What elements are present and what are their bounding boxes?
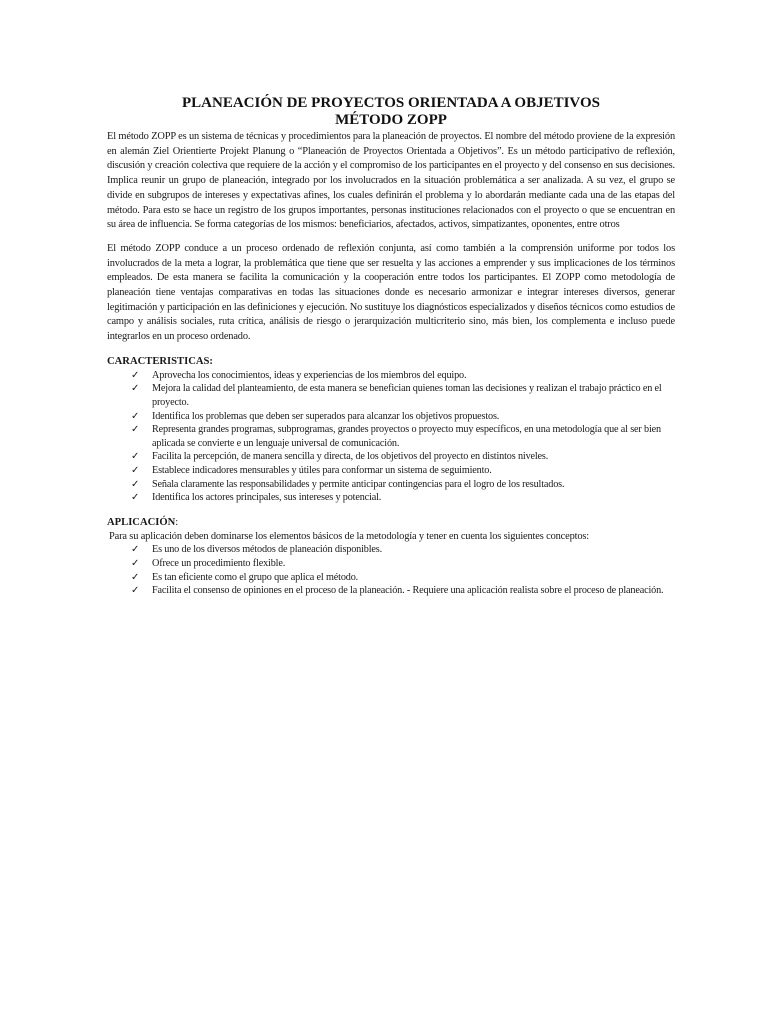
document-page	[107, 95, 675, 598]
list-item-text: Mejora la calidad del planteamiento, de esta manera se benefician quienes toman las decisiones y realizan el trabajo práctico en el proyecto.	[152, 383, 662, 409]
list-item-text: Facilita el consenso de opiniones en el proceso de la planeación. - Requiere una aplicación realista sobre el proceso de planeación.	[152, 585, 664, 597]
list-item-text: Es tan eficiente como el grupo que aplica el método.	[152, 571, 359, 583]
list-item	[131, 423, 675, 450]
list-item-text: Identifica los actores principales, sus intereses y potencial.	[152, 492, 382, 504]
aplicacion-intro: Para su aplicación deben dominarse los elementos básicos de la metodología y tener en cuenta los siguientes conceptos:	[109, 530, 590, 542]
list-item-text: Establece indicadores mensurables y útiles para conformar un sistema de seguimiento.	[152, 465, 492, 476]
title-line-2: MÉTODO ZOPP	[335, 112, 447, 128]
list-item	[131, 584, 675, 598]
checkmark-icon: ✓	[131, 571, 140, 583]
paragraph-intro: El método ZOPP es un sistema de técnicas y procedimientos para la planeación de proyectos. El nombre del método proviene de la expresión en alemán Ziel Orientierte Projekt Planung o “Planeación de Proyectos Orientada a Objetivos”. Es un método participativo de reflexión, discusión y creación colectiva que requiere de la acción y el compromiso de los participantes en el proyecto y del consenso en sus decisiones. Implica reunir un grupo de planeación, integrado por los involucrados en la situación problemática a ser analizada. A su vez, el grupo se divide en subgrupos de intereses y expectativas afines, los cuales definirán el problema y lo abordarán mediante cada una de las etapas del método. Para esto se hace un registro de los grupos importantes, personas instituciones relacionados con el proyecto o que se encuentran en su área de influencia. Se forma categorías de los mismos: beneficiarios, afectados, activos, simpatizantes, oponentes, entre otros	[107, 131, 675, 231]
list-item	[131, 369, 675, 383]
list-item-text: Es uno de los diversos métodos de planeación disponibles.	[152, 544, 382, 556]
list-item	[131, 557, 675, 571]
document-title	[107, 95, 675, 129]
caracteristicas-heading: CARACTERISTICAS:	[107, 355, 213, 367]
list-item	[131, 410, 675, 424]
aplicacion-heading: APLICACIÓN	[107, 516, 176, 528]
aplicacion-heading-colon: :	[175, 516, 179, 528]
checkmark-icon: ✓	[131, 478, 140, 490]
checkmark-icon: ✓	[131, 544, 140, 556]
list-item-text: Señala claramente las responsabilidades y permite anticipar contingencias para el logro de los resultados.	[152, 478, 565, 490]
checkmark-icon: ✓	[131, 465, 140, 476]
list-item	[131, 543, 675, 557]
list-item	[131, 491, 675, 505]
list-item-text: Aprovecha los conocimientos, ideas y experiencias de los miembros del equipo.	[152, 369, 467, 381]
checkmark-icon: ✓	[131, 557, 140, 569]
list-item-text: Representa grandes programas, subprogramas, grandes proyectos o proyecto muy específicos, en una metodología que al ser bien aplicada se convierte e un lenguaje universal de comunicación.	[152, 424, 662, 449]
caracteristicas-list	[107, 369, 675, 505]
paragraph-method: El método ZOPP conduce a un proceso ordenado de reflexión conjunta, así como también a la comprensión uniforme por todos los involucrados de la meta a lograr, la problemática que tiene que ser resuelta y las acciones a emprender y sus implicaciones de los términos empleados. De esta manera se facilita la comunicación y la cooperación entre todos los participantes. El ZOPP como metodología de planeación tiene ventajas comparativas en todas las situaciones donde es necesario armonizar e integrar intereses diversos, generar legitimación y participación en las definiciones y ejecución. No sustituye los diagnósticos especializados y diseños técnicos como estudios de campo y análisis sociales, ruta crítica, análisis de riesgo o jerarquización multicriterio sino, más bien, los complementa e incluso puede integrarlos en un proceso ordenado.	[107, 242, 675, 343]
checkmark-icon: ✓	[131, 585, 140, 597]
title-line-1: PLANEACIÓN DE PROYECTOS ORIENTADA A OBJETIVOS	[182, 95, 600, 111]
aplicacion-heading-row	[107, 516, 675, 530]
list-item-text: Ofrece un procedimiento flexible.	[152, 557, 286, 569]
checkmark-icon: ✓	[131, 383, 140, 395]
list-item	[131, 464, 675, 478]
aplicacion-list	[107, 543, 675, 597]
list-item-text: Identifica los problemas que deben ser superados para alcanzar los objetivos propuestos.	[152, 410, 500, 422]
checkmark-icon: ✓	[131, 424, 140, 436]
checkmark-icon: ✓	[131, 369, 140, 381]
list-item	[131, 450, 675, 464]
list-item	[131, 571, 675, 585]
checkmark-icon: ✓	[131, 451, 140, 463]
list-item	[131, 382, 675, 409]
list-item	[131, 478, 675, 492]
checkmark-icon: ✓	[131, 492, 140, 504]
list-item-text: Facilita la percepción, de manera sencilla y directa, de los objetivos del proyecto en distintos niveles.	[152, 451, 549, 463]
checkmark-icon: ✓	[131, 410, 140, 422]
